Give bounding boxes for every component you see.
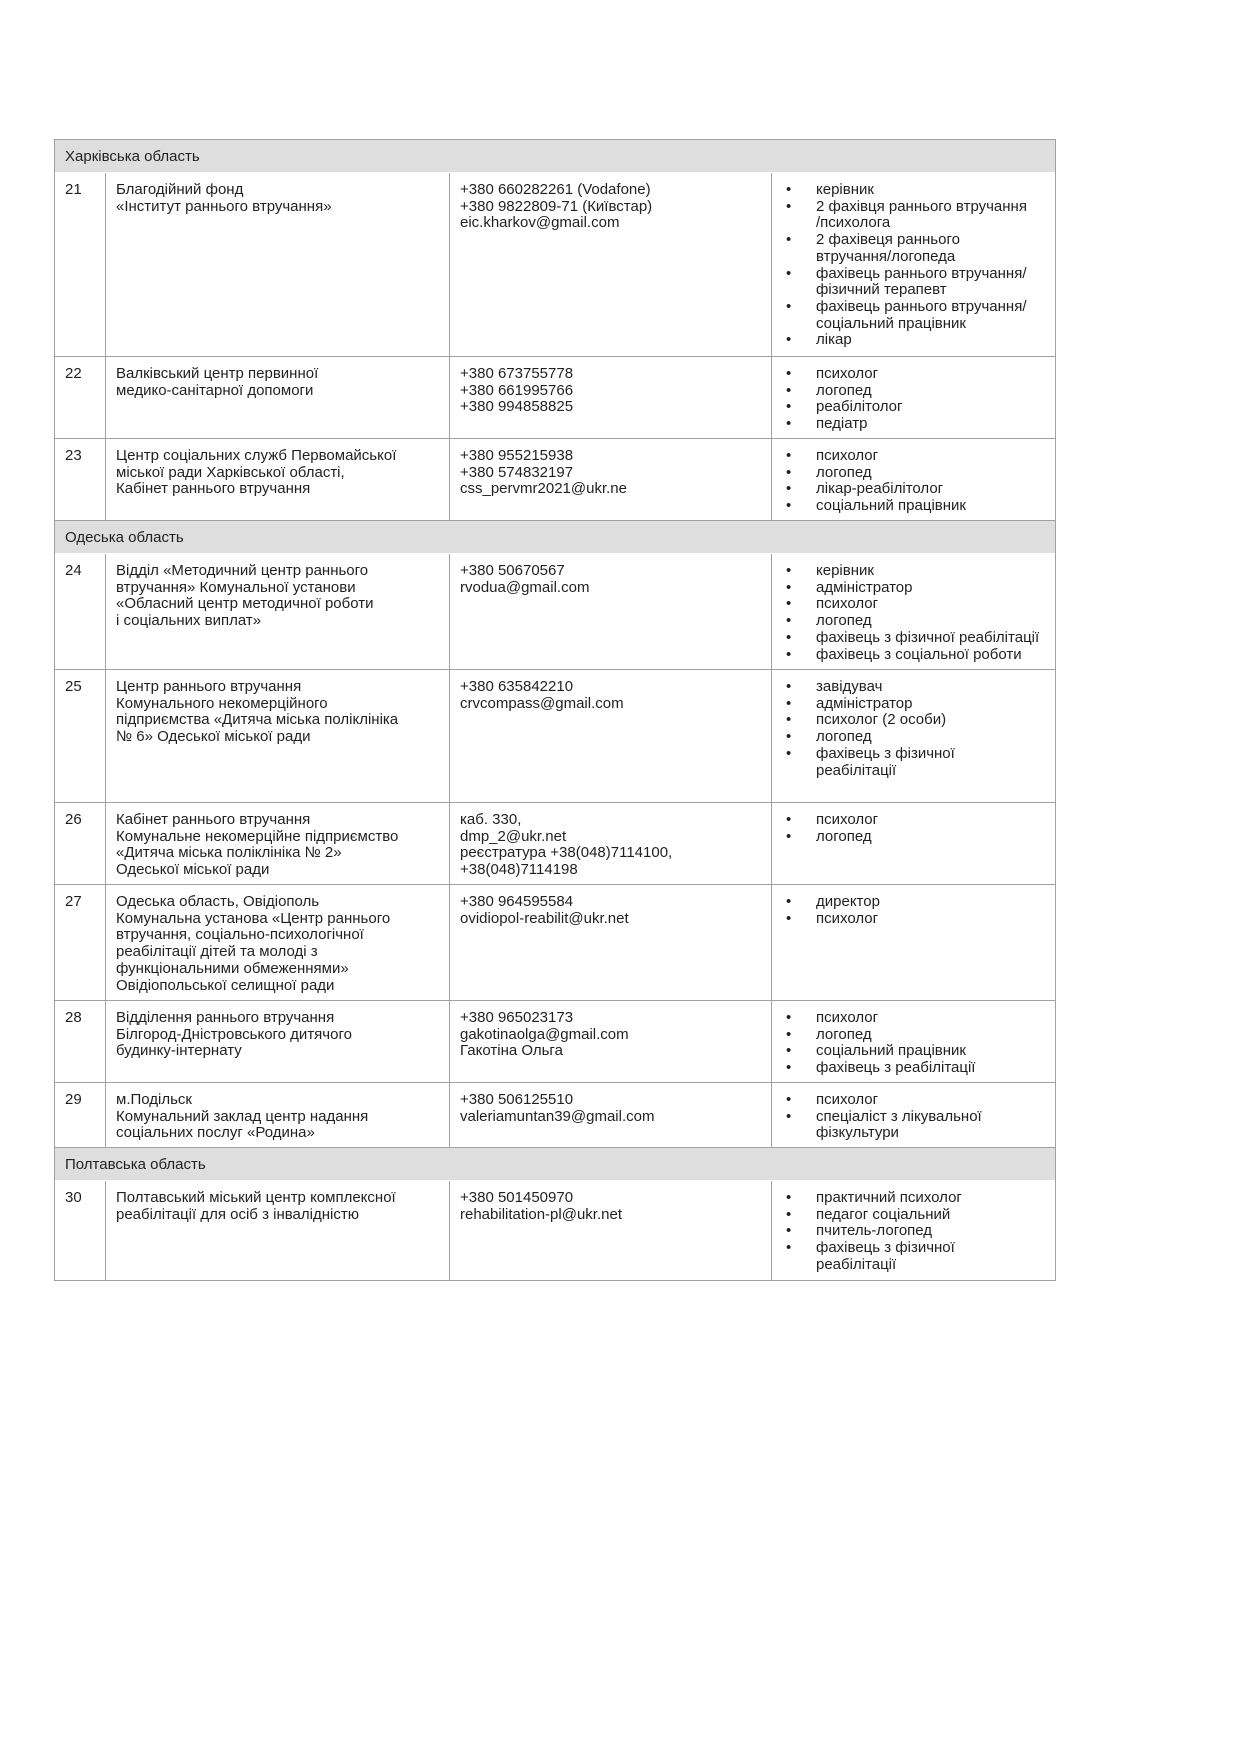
staff-list	[772, 885, 1055, 1000]
bullet-icon: •	[786, 744, 792, 762]
organization-line: підприємства «Дитяча міська поліклініка	[116, 711, 399, 729]
staff-item-text: адміністратор	[816, 694, 913, 712]
staff-item	[786, 299, 1051, 332]
staff-item-text: психолог (2 особи)	[816, 711, 947, 729]
staff-item	[786, 1207, 1051, 1224]
organization-line: Комунальна установа «Центр раннього	[116, 909, 391, 927]
staff-item-text: логопед	[816, 381, 872, 399]
staff-item-text: практичний психолог	[816, 1189, 962, 1206]
organization-line: втручання, соціально-психологічної	[116, 926, 364, 944]
bullet-icon: •	[786, 595, 792, 613]
table-row	[55, 1181, 1055, 1280]
contact-line: +380 50670567	[460, 562, 565, 579]
contacts-cell	[450, 439, 772, 520]
bullet-icon: •	[786, 694, 792, 712]
organization-line: Центр соціальних служб Первомайської	[116, 447, 397, 464]
bullet-icon: •	[786, 463, 792, 481]
staff-item-text: реабілітолог	[816, 398, 903, 416]
contact-line: +38(048)7114198	[460, 861, 578, 879]
bullet-icon: •	[786, 728, 792, 746]
bullet-icon: •	[786, 578, 792, 596]
staff-item-text: 2 фахівеця раннього	[816, 231, 960, 249]
staff-item-text: лікар	[816, 331, 852, 349]
staff-bullets	[786, 563, 1051, 663]
region-header: Харківська область	[55, 140, 1055, 173]
staff-item	[786, 1223, 1051, 1240]
organization-line: № 6» Одеської міської ради	[116, 728, 311, 746]
staff-item-text: фахівець з соціальної роботи	[816, 645, 1022, 663]
bullet-icon: •	[786, 264, 792, 282]
staff-item	[786, 481, 1051, 498]
staff-item-text: психолог	[816, 1091, 879, 1108]
contacts-cell	[450, 885, 772, 1000]
organization-name	[106, 670, 450, 802]
staff-item-text: логопед	[816, 1025, 872, 1043]
staff-list	[772, 173, 1055, 356]
staff-item	[786, 199, 1051, 232]
bullet-icon: •	[786, 909, 792, 927]
staff-item	[786, 232, 1051, 265]
organization-line: Валківський центр первинної	[116, 365, 319, 382]
staff-item	[786, 729, 1051, 746]
staff-item	[786, 812, 1051, 829]
staff-item-text: реабілітації	[816, 761, 897, 779]
bullet-icon: •	[786, 381, 792, 399]
organization-line: «Дитяча міська поліклініка № 2»	[116, 844, 342, 862]
bullet-icon: •	[786, 398, 792, 416]
staff-item-text: керівник	[816, 562, 874, 579]
staff-item-text: фахівець з фізичної реабілітації	[816, 628, 1040, 646]
contact-line: rvodua@gmail.com	[460, 578, 590, 596]
staff-item-text: логопед	[816, 728, 872, 746]
staff-item-text: реабілітації	[816, 1255, 897, 1273]
row-number: 27	[55, 885, 106, 1000]
contact-line: gakotinaolga@gmail.com	[460, 1025, 629, 1043]
contacts-cell	[450, 357, 772, 438]
staff-item	[786, 1190, 1051, 1207]
staff-item-text: адміністратор	[816, 578, 913, 596]
staff-item	[786, 563, 1051, 580]
staff-item-text: 2 фахівця раннього втручання	[816, 197, 1027, 215]
organization-name	[106, 439, 450, 520]
organization-name	[106, 1083, 450, 1147]
contact-line: eic.kharkov@gmail.com	[460, 214, 620, 232]
table-row	[55, 803, 1055, 885]
bullet-icon: •	[786, 1222, 792, 1240]
contact-line: +380 506125510	[460, 1091, 574, 1108]
organization-line: Відділення раннього втручання	[116, 1009, 335, 1026]
staff-bullets	[786, 182, 1051, 349]
organization-line: Комунальне некомерційне підприємство	[116, 827, 399, 845]
bullet-icon: •	[786, 365, 792, 382]
staff-item	[786, 182, 1051, 199]
staff-list	[772, 554, 1055, 669]
contact-line: Гакотіна Ольга	[460, 1042, 563, 1060]
contacts-cell	[450, 173, 772, 356]
bullet-icon: •	[786, 497, 792, 515]
staff-item	[786, 266, 1051, 299]
bullet-icon: •	[786, 1009, 792, 1026]
row-number: 21	[55, 173, 106, 356]
staff-item	[786, 366, 1051, 383]
table-row	[55, 1083, 1055, 1148]
staff-item	[786, 448, 1051, 465]
organization-line: міської ради Харківської області,	[116, 463, 345, 481]
organization-line: Кабінет раннього втручання	[116, 480, 311, 498]
bullet-icon: •	[786, 447, 792, 464]
contact-line: +380 965023173	[460, 1009, 574, 1026]
staff-item	[786, 696, 1051, 713]
staff-item	[786, 1240, 1051, 1273]
contact-line: crvcompass@gmail.com	[460, 694, 624, 712]
organization-line: Білгород-Дністровського дитячого	[116, 1025, 352, 1043]
staff-item	[786, 613, 1051, 630]
staff-bullets	[786, 366, 1051, 433]
row-number: 22	[55, 357, 106, 438]
staff-item	[786, 383, 1051, 400]
staff-item	[786, 894, 1051, 911]
row-number: 28	[55, 1001, 106, 1082]
bullet-icon: •	[786, 628, 792, 646]
staff-bullets	[786, 1190, 1051, 1274]
organization-line: Комунальний заклад центр надання	[116, 1107, 369, 1125]
bullet-icon: •	[786, 562, 792, 579]
organization-line: Полтавський міський центр комплексної	[116, 1189, 396, 1206]
contact-line: +380 635842210	[460, 678, 574, 695]
staff-item	[786, 596, 1051, 613]
staff-item-text: лікар-реабілітолог	[816, 480, 944, 498]
organization-line: м.Подільск	[116, 1091, 192, 1108]
contact-line: реєстратура +38(048)7114100,	[460, 844, 673, 862]
bullet-icon: •	[786, 480, 792, 498]
contact-line: +380 574832197	[460, 463, 574, 481]
table-row	[55, 554, 1055, 670]
organization-line: будинку-інтернату	[116, 1042, 242, 1060]
staff-list	[772, 1181, 1055, 1280]
bullet-icon: •	[786, 711, 792, 729]
staff-item	[786, 580, 1051, 597]
row-number: 30	[55, 1181, 106, 1280]
contacts-cell	[450, 670, 772, 802]
organization-name	[106, 1001, 450, 1082]
staff-item-text: психолог	[816, 811, 879, 828]
table-row	[55, 885, 1055, 1001]
staff-item-text: логопед	[816, 827, 872, 845]
bullet-icon: •	[786, 1189, 792, 1206]
contacts-cell	[450, 803, 772, 884]
bullet-icon: •	[786, 893, 792, 910]
staff-item-text: пчитель-логопед	[816, 1222, 933, 1240]
staff-item-text: соціальний працівник	[816, 314, 966, 332]
staff-item-text: спеціаліст з лікувальної	[816, 1107, 982, 1125]
staff-item	[786, 465, 1051, 482]
table-row	[55, 1001, 1055, 1083]
contact-line: +380 9822809-71 (Київстар)	[460, 197, 653, 215]
organization-line: медико-санітарної допомоги	[116, 381, 314, 399]
staff-item	[786, 911, 1051, 928]
staff-item	[786, 712, 1051, 729]
staff-item	[786, 498, 1051, 515]
staff-item-text: психолог	[816, 909, 879, 927]
organization-line: Комунального некомерційного	[116, 694, 328, 712]
row-number: 29	[55, 1083, 106, 1147]
bullet-icon: •	[786, 678, 792, 695]
row-number: 26	[55, 803, 106, 884]
contacts-cell	[450, 1001, 772, 1082]
organization-line: Одеської міської ради	[116, 861, 270, 879]
contact-line: каб. 330,	[460, 811, 522, 828]
bullet-icon: •	[786, 1025, 792, 1043]
staff-item-text: педагог соціальний	[816, 1205, 951, 1223]
organization-name	[106, 1181, 450, 1280]
staff-item-text: керівник	[816, 181, 874, 198]
organization-line: соціальних послуг «Родина»	[116, 1124, 315, 1142]
table-row	[55, 670, 1055, 803]
bullet-icon: •	[786, 231, 792, 249]
table-row	[55, 439, 1055, 521]
contact-line: +380 501450970	[460, 1189, 574, 1206]
contact-line: +380 660282261 (Vodafone)	[460, 181, 651, 198]
row-number: 23	[55, 439, 106, 520]
row-number: 24	[55, 554, 106, 669]
bullet-icon: •	[786, 331, 792, 349]
contact-line: +380 661995766	[460, 381, 574, 399]
staff-item	[786, 1092, 1051, 1109]
table-row	[55, 357, 1055, 439]
staff-list	[772, 670, 1055, 802]
contacts-cell	[450, 554, 772, 669]
staff-item-text: психолог	[816, 447, 879, 464]
organization-line: втручання» Комунальної установи	[116, 578, 356, 596]
staff-item	[786, 1109, 1051, 1142]
staff-item-text: втручання/логопеда	[816, 247, 956, 265]
organization-name	[106, 554, 450, 669]
contact-line: +380 673755778	[460, 365, 574, 382]
staff-item-text: психолог	[816, 595, 879, 613]
bullet-icon: •	[786, 181, 792, 198]
organization-line: «Обласний центр методичної роботи	[116, 595, 374, 613]
bullet-icon: •	[786, 1239, 792, 1257]
staff-list	[772, 1083, 1055, 1147]
staff-bullets	[786, 448, 1051, 515]
staff-item	[786, 416, 1051, 433]
staff-item-text: /психолога	[816, 214, 891, 232]
staff-item	[786, 332, 1051, 349]
staff-item	[786, 1043, 1051, 1060]
staff-item	[786, 399, 1051, 416]
organization-line: Кабінет раннього втручання	[116, 811, 311, 828]
staff-bullets	[786, 679, 1051, 779]
bullet-icon: •	[786, 1205, 792, 1223]
organization-line: Одеська область, Овідіополь	[116, 893, 320, 910]
staff-item-text: логопед	[816, 612, 872, 630]
staff-bullets	[786, 894, 1051, 927]
contacts-cell	[450, 1181, 772, 1280]
bullet-icon: •	[786, 811, 792, 828]
bullet-icon: •	[786, 415, 792, 433]
bullet-icon: •	[786, 197, 792, 215]
staff-item-text: завідувач	[816, 678, 883, 695]
contact-line: css_pervmr2021@ukr.ne	[460, 480, 627, 498]
organization-line: Відділ «Методичний центр раннього	[116, 562, 369, 579]
bullet-icon: •	[786, 1042, 792, 1060]
staff-item-text: фізкультури	[816, 1124, 899, 1142]
staff-bullets	[786, 1092, 1051, 1142]
staff-item-text: психолог	[816, 1009, 879, 1026]
organization-line: реабілітації дітей та молоді з	[116, 943, 318, 961]
organization-line: Центр раннього втручання	[116, 678, 302, 695]
contact-line: ovidiopol-reabilit@ukr.net	[460, 909, 629, 927]
row-number: 25	[55, 670, 106, 802]
staff-list	[772, 1001, 1055, 1082]
contacts-cell	[450, 1083, 772, 1147]
staff-item-text: фахівець з реабілітації	[816, 1059, 976, 1077]
contact-line: +380 955215938	[460, 447, 574, 464]
organization-line: Овідіопольської селищної ради	[116, 976, 335, 994]
staff-item-text: фахівець з фізичної	[816, 1239, 955, 1257]
staff-list	[772, 357, 1055, 438]
region-header: Одеська область	[55, 521, 1055, 554]
organization-line: Благодійний фонд	[116, 181, 244, 198]
staff-item	[786, 1060, 1051, 1077]
bullet-icon: •	[786, 612, 792, 630]
contact-line: +380 994858825	[460, 398, 574, 416]
organization-name	[106, 803, 450, 884]
bullet-icon: •	[786, 645, 792, 663]
bullet-icon: •	[786, 297, 792, 315]
staff-item	[786, 1010, 1051, 1027]
bullet-icon: •	[786, 827, 792, 845]
contact-line: valeriamuntan39@gmail.com	[460, 1107, 655, 1125]
bullet-icon: •	[786, 1059, 792, 1077]
contact-line: dmp_2@ukr.net	[460, 827, 567, 845]
organization-line: функціональними обмеженнями»	[116, 959, 349, 977]
staff-item	[786, 679, 1051, 696]
staff-list	[772, 803, 1055, 884]
table-row	[55, 173, 1055, 357]
organizations-table	[54, 139, 1056, 1281]
staff-item	[786, 746, 1051, 779]
staff-bullets	[786, 812, 1051, 845]
staff-item	[786, 829, 1051, 846]
staff-item	[786, 1027, 1051, 1044]
organization-name	[106, 173, 450, 356]
staff-item-text: психолог	[816, 365, 879, 382]
bullet-icon: •	[786, 1107, 792, 1125]
staff-item-text: педіатр	[816, 415, 868, 433]
staff-item	[786, 647, 1051, 664]
staff-item-text: соціальний працівник	[816, 1042, 966, 1060]
organization-line: «Інститут раннього втручання»	[116, 197, 332, 215]
bullet-icon: •	[786, 1091, 792, 1108]
organization-line: реабілітації для осіб з інвалідністю	[116, 1205, 359, 1223]
staff-item-text: фізичний терапевт	[816, 281, 947, 299]
region-header: Полтавська область	[55, 1148, 1055, 1181]
organization-line: і соціальних виплат»	[116, 612, 262, 630]
organization-name	[106, 357, 450, 438]
contact-line: rehabilitation-pl@ukr.net	[460, 1205, 622, 1223]
staff-bullets	[786, 1010, 1051, 1077]
staff-item-text: фахівець раннього втручання/	[816, 297, 1027, 315]
staff-item-text: соціальний працівник	[816, 497, 966, 515]
contact-line: +380 964595584	[460, 893, 574, 910]
staff-item-text: фахівець раннього втручання/	[816, 264, 1027, 282]
staff-list	[772, 439, 1055, 520]
staff-item	[786, 630, 1051, 647]
staff-item-text: директор	[816, 893, 880, 910]
staff-item-text: фахівець з фізичної	[816, 744, 955, 762]
staff-item-text: логопед	[816, 463, 872, 481]
organization-name	[106, 885, 450, 1000]
